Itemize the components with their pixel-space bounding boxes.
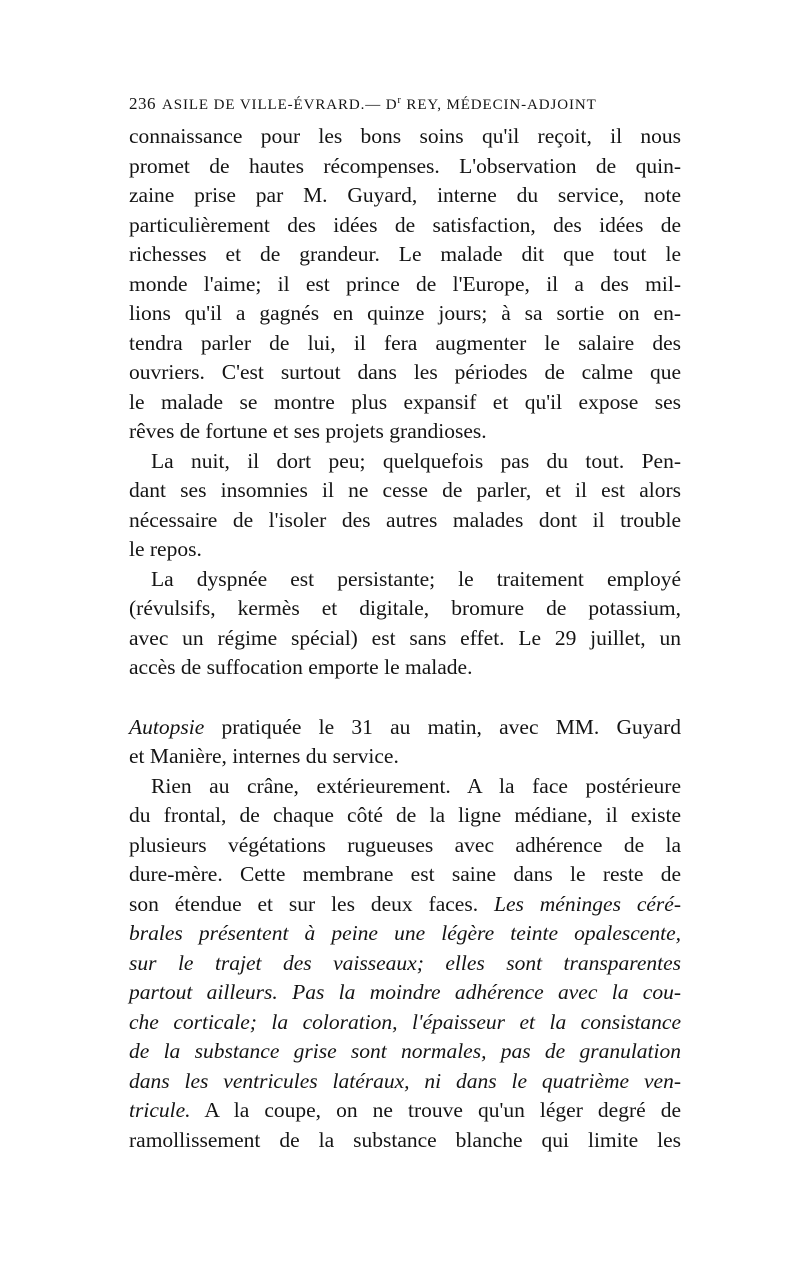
running-head bbox=[129, 94, 680, 114]
running-title: ASILE DE VILLE-ÉVRARD.— $D^r$ REY, MÉDECIN-ADJOINT bbox=[162, 95, 597, 113]
text-line: de la substance grise sont normales, pas de granulation bbox=[129, 1039, 681, 1063]
text-line: plusieurs végétations rugueuses avec adhérence de la bbox=[129, 832, 681, 857]
text-line: dans les ventricules latéraux, ni dans le quatrième ven- bbox=[129, 1068, 681, 1093]
text-line: zaine prise par M. Guyard, interne du service, note bbox=[129, 183, 681, 207]
text-line: rêves de fortune et ses projets grandioses. bbox=[129, 419, 487, 443]
text-line: son étendue et sur les deux faces. Les méninges céré- bbox=[129, 891, 681, 916]
text-line: (révulsifs, kermès et digitale, bromure de potassium, bbox=[129, 596, 681, 620]
text-line: le repos. bbox=[129, 537, 202, 561]
text-line: lions qu'il a gagnés en quinze jours; à sa sortie on en- bbox=[129, 301, 681, 325]
paragraph bbox=[129, 565, 681, 683]
text-line: Autopsie pratiquée le 31 au matin, avec MM. Guyard bbox=[129, 714, 681, 739]
text-line: accès de suffocation emporte le malade. bbox=[129, 655, 473, 679]
paragraph bbox=[129, 713, 681, 772]
text-line: partout ailleurs. Pas la moindre adhérence avec la cou- bbox=[129, 980, 681, 1004]
text-line: tendra parler de lui, il fera augmenter le salaire des bbox=[129, 330, 681, 355]
section-gap bbox=[129, 683, 681, 713]
paragraph bbox=[129, 772, 681, 1156]
text-line: ouvriers. C'est surtout dans les périodes de calme que bbox=[129, 360, 681, 384]
text-line: richesses et de grandeur. Le malade dit que tout le bbox=[129, 242, 681, 266]
text-line: tricule. A la coupe, on ne trouve qu'un léger degré de bbox=[129, 1098, 681, 1122]
text-line: connaissance pour les bons soins qu'il reçoit, il nous bbox=[129, 124, 681, 148]
paragraph bbox=[129, 122, 681, 447]
text-line: avec un régime spécial) est sans effet. Le 29 juillet, un bbox=[129, 625, 681, 650]
text-line: che corticale; la coloration, l'épaisseur et la consistance bbox=[129, 1009, 681, 1034]
text-line: brales présentent à peine une légère teinte opalescente, bbox=[129, 921, 681, 945]
text-line: du frontal, de chaque côté de la ligne médiane, il existe bbox=[129, 803, 681, 827]
text-line: et Manière, internes du service. bbox=[129, 744, 399, 768]
text-line: dant ses insomnies il ne cesse de parler, et il est alors bbox=[129, 478, 681, 502]
text-line: Rien au crâne, extérieurement. A la face postérieure bbox=[151, 773, 681, 798]
text-line: ramollissement de la substance blanche qui limite les bbox=[129, 1127, 681, 1152]
text-line: dure-mère. Cette membrane est saine dans le reste de bbox=[129, 862, 681, 886]
text-line: promet de hautes récompenses. L'observation de quin- bbox=[129, 153, 681, 178]
text-line: sur le trajet des vaisseaux; elles sont transparentes bbox=[129, 950, 681, 975]
page-number: 236 bbox=[129, 94, 156, 113]
text-line: La dyspnée est persistante; le traitement employé bbox=[151, 566, 681, 591]
body-text bbox=[129, 122, 681, 1155]
text-line: La nuit, il dort peu; quelquefois pas du tout. Pen- bbox=[151, 448, 681, 473]
text-line: nécessaire de l'isoler des autres malades dont il trouble bbox=[129, 507, 681, 532]
paragraph bbox=[129, 447, 681, 565]
text-line: le malade se montre plus expansif et qu'il expose ses bbox=[129, 389, 681, 414]
text-line: monde l'aime; il est prince de l'Europe, il a des mil- bbox=[129, 271, 681, 296]
text-line: particulièrement des idées de satisfaction, des idées de bbox=[129, 212, 681, 237]
